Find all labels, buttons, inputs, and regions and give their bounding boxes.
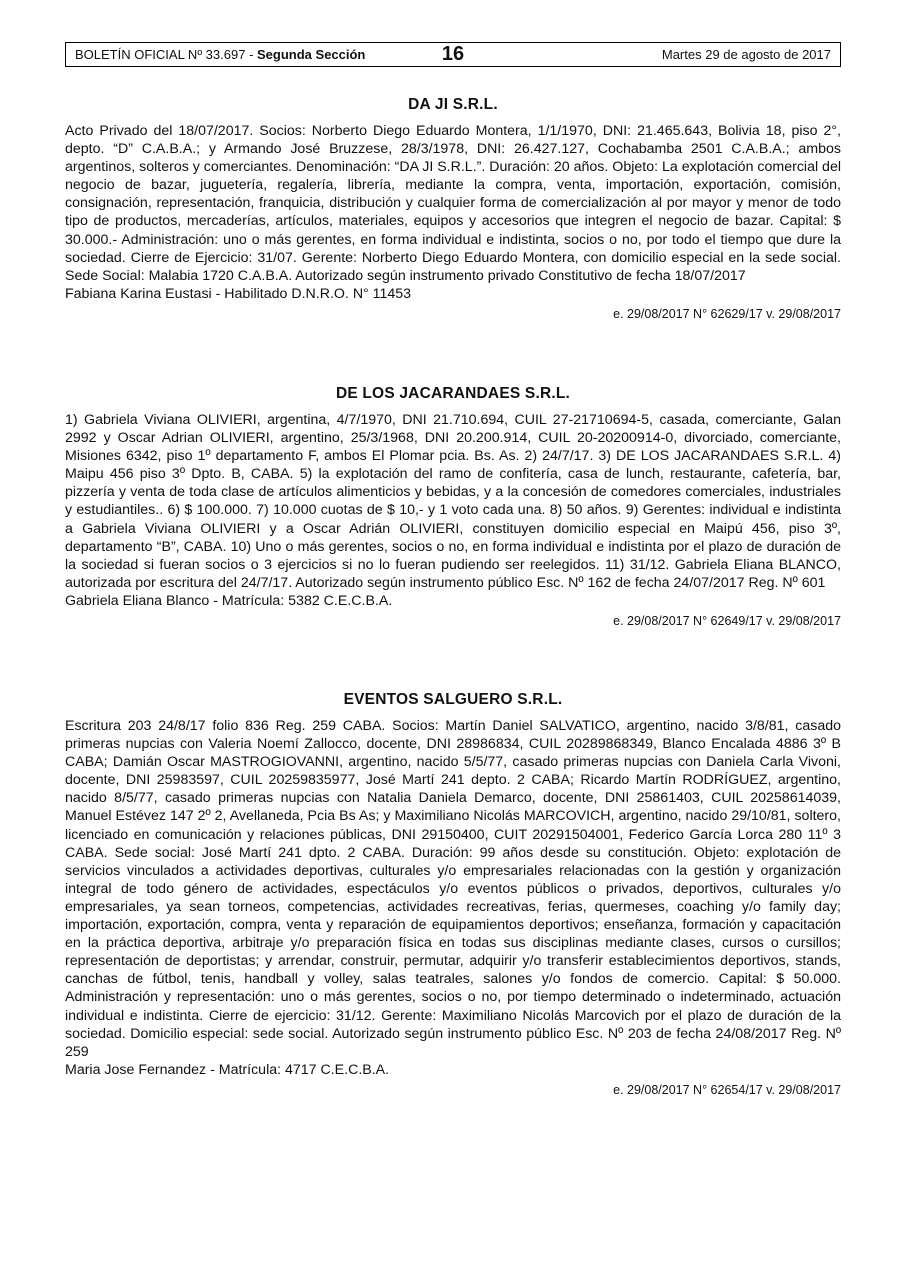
document-page [65,42,841,67]
page-header [65,42,841,67]
notice-title: EVENTOS SALGUERO S.R.L. [343,691,563,708]
publication-name: BOLETÍN OFICIAL Nº 33.697 [75,47,246,62]
notice-reference: e. 29/08/2017 N° 62654/17 v. 29/08/2017 [613,1082,841,1097]
notice-reference: e. 29/08/2017 N° 62649/17 v. 29/08/2017 [613,614,841,629]
notice-title: DA JI S.R.L. [408,96,498,113]
header-separator: - [245,47,258,62]
header-publication-info [75,47,423,62]
publication-date: Martes 29 de agosto de 2017 [661,47,831,62]
notice-body: Escritura 203 24/8/17 folio 836 Reg. 259 CABA. Socios: Martín Daniel SALVATICO, argentino, nacido 3/8/81, casado primeras nupcias con Valeria Noemí Zallocco, docente, DNI 28986834, CUIL 20289868349, Blanco Encalada 4886 3º B CABA; Damián Oscar MASTROGIOVANNI, argentino, nacido 5/5/77, casado primeras nupcias con Daniela Carla Vivoni, docente, DNI 25983597, CUIL 20259835977, José Martí 241 depto. 2 CABA; Ricardo Martín RODRÍGUEZ, argentino, nacido 8/5/77, casado primeras nupcias con Natalia Daniela Demarco, docente, DNI 25861403, CUIL 20258614039, Manuel Estévez 147 2º 2, Avellaneda, Pcia Bs As; y Maximiliano Nicolás MARCOVICH, argentino, nacido 29/10/81, soltero, licenciado en comunicación y relaciones públicas, DNI 29150400, CUIT 20291504001, Federico García Lorca 280 11º 3 CABA. Sede social: José Martí 241 dpto. 2 CABA. Duración: 99 años desde su constitución. Objeto: explotación de servicios vinculados a actividades deportivas, culturales y/o empresariales relacionadas con la gestión y organización integral de todo género de actividades, espectáculos y/o eventos públicos o privados, deportivos, culturales y/o empresariales, ya sean torneos, competencias, actividades recreativas, ferias, quermeses, coaching y/o family day; importación, exportación, compra, venta y reparación de equipamientos deportivos; enseñanza, formación y capacitación en la práctica deportiva, arbitraje y/o preparación física en todas sus disciplinas mediante clases, cursos o cursillos; representación de deportistas; y arrendar, construir, permutar, adquirir y/o transferir establecimientos deportivos, stands, canchas de fútbol, tenis, handball y volley, salas teatrales, salones y/o fondos de comercio. Capital: $ 50.000. Administración y representación: uno o más gerentes, socios o no, por tiempo determinado o indeterminado, actuación individual e indistinta. Cierre de ejercicio: 31/12. Gerente: Maximiliano Nicolás Marcovich por el plazo de duración de la sociedad. Domicilio especial: sede social. Autorizado según instrumento público Esc. Nº 203 de fecha 24/08/2017 Reg. Nº 259 [65,718,841,1060]
notice-signer: Maria Jose Fernandez - Matrícula: 4717 C.E.C.B.A. [65,1061,390,1078]
notice-body: 1) Gabriela Viviana OLIVIERI, argentina, 4/7/1970, DNI 21.710.694, CUIL 27-21710694-5, casada, comerciante, Galan 2992 y Oscar Adrian OLIVIERI, argentino, 25/3/1968, DNI 20.200.914, CUIL 20-20200914-0, divorciado, comerciante, Misiones 6342, piso 1º departamento F, ambos El Plomar pcia. Bs. As. 2) 24/7/17. 3) DE LOS JACARANDAES S.R.L. 4) Maipu 456 piso 3º Dpto. B, CABA. 5) la explotación del ramo de confitería, casa de lunch, restaurante, cafetería, bar, pizzería y venta de toda clase de artículos alimenticios y bebidas, y a la concesión de comedores comerciales, industriales y estudiantiles.. 6) $ 100.000. 7) 10.000 cuotas de $ 10,- y 1 voto cada una. 8) 50 años. 9) Gerentes: individual e indistinta a Gabriela Viviana OLIVIERI y a Oscar Adrián OLIVIERI, constituyen domicilio especial en Maipú 456, piso 3º, departamento “B”, CABA. 10) Uno o más gerentes, socios o no, en forma individual e indistinta por el plazo de duración de la sociedad si fueran socios o 3 ejercicios si no lo fueran pudiendo ser reelegidos. 11) 31/12. Gabriela Eliana BLANCO, autorizada por escritura del 24/7/17. Autorizado según instrumento público Esc. Nº 162 de fecha 24/07/2017 Reg. Nº 601 [65,412,841,591]
notice-da-ji [65,96,841,321]
notice-eventos-salguero [65,691,841,1097]
notice-reference: e. 29/08/2017 N° 62629/17 v. 29/08/2017 [613,306,841,321]
section-name: Segunda Sección [257,47,366,62]
page-number: 16 [441,43,465,65]
notice-body: Acto Privado del 18/07/2017. Socios: Norberto Diego Eduardo Montera, 1/1/1970, DNI: 21.465.643, Bolivia 18, piso 2°, depto. “D” C.A.B.A.; y Armando José Bruzzese, 28/3/1978, DNI: 26.427.127, Cochabamba 2501 C.A.B.A.; ambos argentinos, solteros y comerciantes. Denominación: “DA JI S.R.L.”. Duración: 20 años. Objeto: La explotación comercial del negocio de bazar, juguetería, regalería, librería, mediante la compra, venta, importación, exportación, comisión, consignación, representación, franquicia, distribución y cualquier forma de comercialización al por mayor y menor de todo tipo de productos, mercaderías, artículos, materiales, equipos y accesorios que integren el negocio de bazar. Capital: $ 30.000.- Administración: uno o más gerentes, en forma individual e indistinta, socios o no, por todo el tiempo que dure la sociedad. Cierre de Ejercicio: 31/07. Gerente: Norberto Diego Eduardo Montera, con domicilio especial en la sede social. Sede Social: Malabia 1720 C.A.B.A. Autorizado según instrumento privado Constitutivo de fecha 18/07/2017 [65,123,841,284]
notice-title: DE LOS JACARANDAES S.R.L. [335,385,571,402]
notice-signer: Fabiana Karina Eustasi - Habilitado D.N.R.O. N° 11453 [65,285,412,302]
notice-signer: Gabriela Eliana Blanco - Matrícula: 5382 C.E.C.B.A. [65,592,393,609]
notice-de-los-jacarandaes [65,385,841,628]
